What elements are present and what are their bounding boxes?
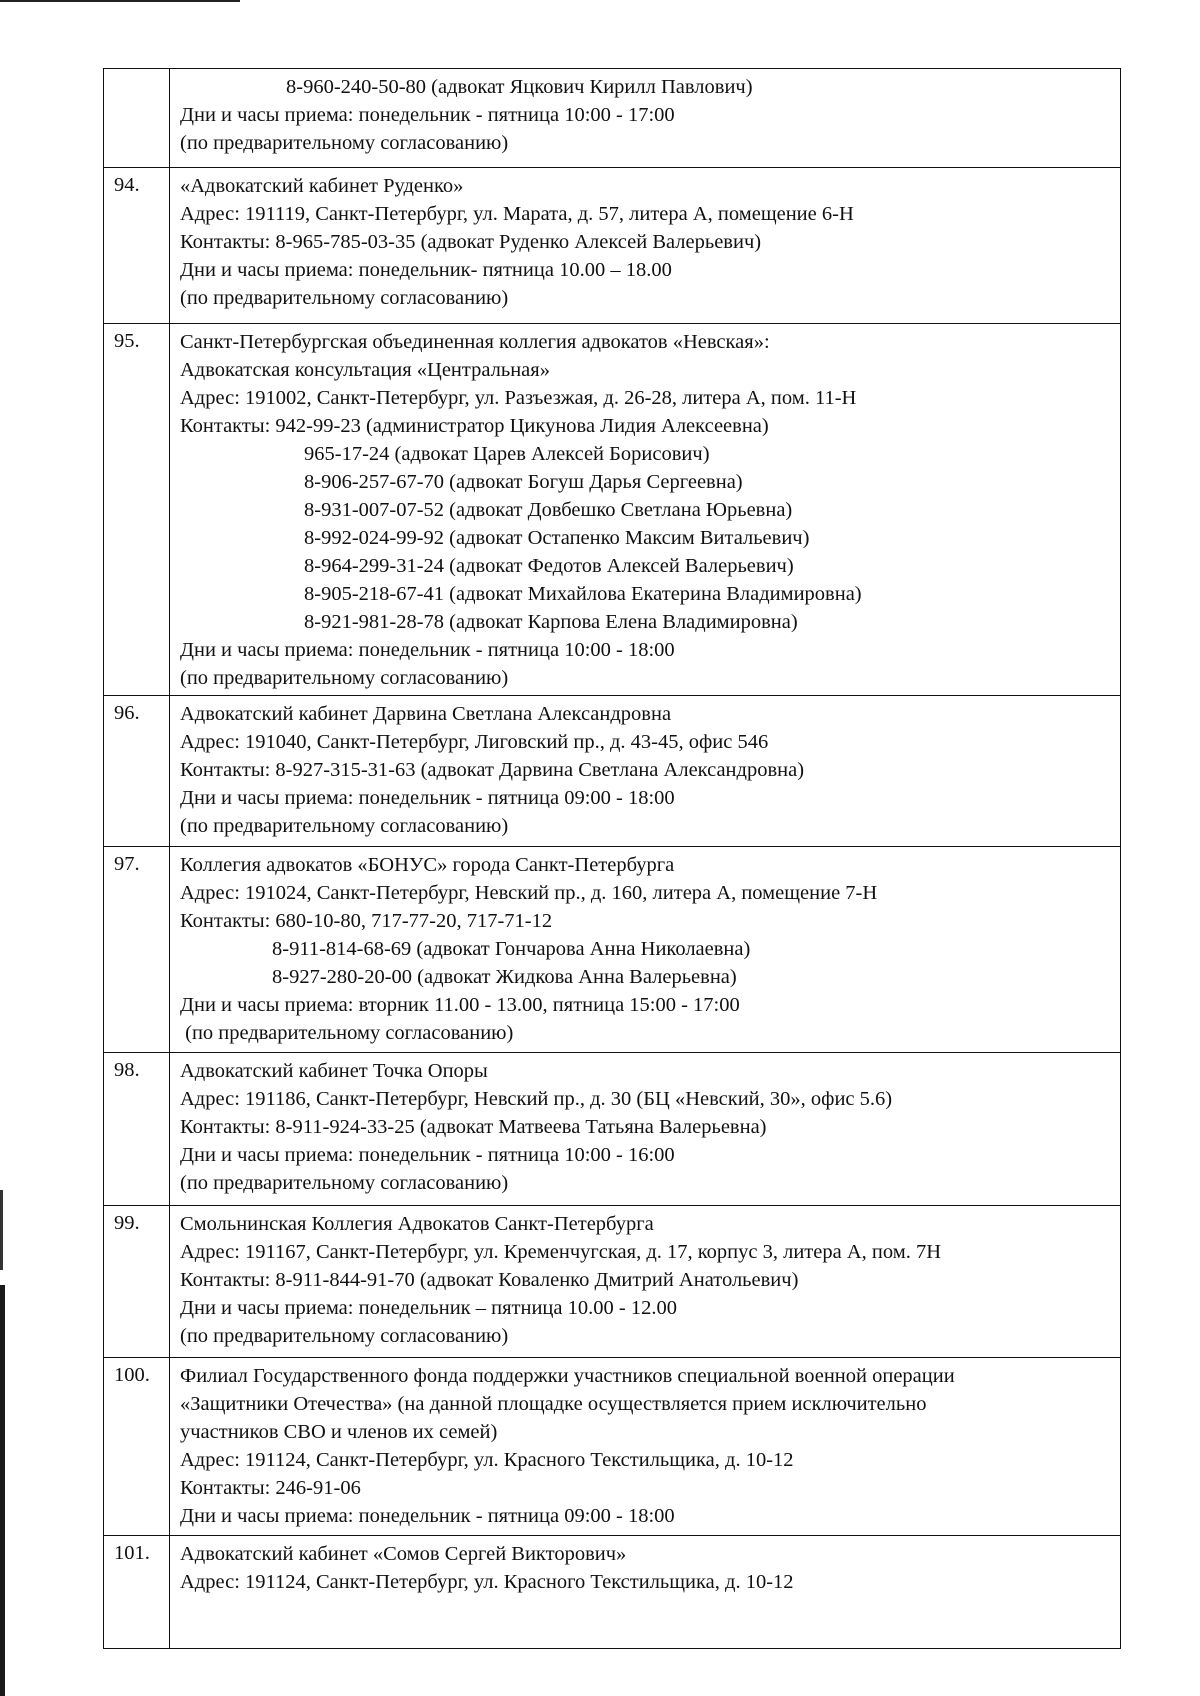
entry-line: 8-964-299-31-24 (адвокат Федотов Алексей Валерьевич) (304, 555, 794, 577)
row-content (170, 1536, 1120, 1648)
entry-line: Адрес: 191124, Санкт-Петербург, ул. Красного Текстильщика, д. 10-12 (180, 1571, 794, 1593)
entry-line: Дни и часы приема: понедельник - пятница 10:00 - 16:00 (180, 1144, 675, 1166)
entry-line: Коллегия адвокатов «БОНУС» города Санкт-Петербурга (180, 854, 675, 876)
table-row (103, 1206, 1121, 1358)
entry-line: Дни и часы приема: понедельник – пятница 10.00 - 12.00 (180, 1297, 677, 1319)
row-number (104, 69, 170, 167)
table-row (103, 1358, 1121, 1536)
table-row (103, 847, 1121, 1053)
entry-line: Дни и часы приема: понедельник - пятница 10:00 - 18:00 (180, 639, 675, 661)
entry-line: (по предварительному согласованию) (180, 1172, 509, 1194)
entry-line: Контакты: 680-10-80, 717-77-20, 717-71-12 (180, 910, 553, 932)
entry-line: (по предварительному согласованию) (180, 1325, 509, 1347)
table-row (103, 1536, 1121, 1649)
entry-line: (по предварительному согласованию) (180, 815, 509, 837)
row-number: 99. (104, 1206, 170, 1357)
entry-line: участников СВО и членов их семей) (180, 1421, 498, 1443)
table-row (103, 168, 1121, 324)
entry-line: Адвокатская консультация «Центральная» (180, 359, 550, 381)
scan-edge-bar (0, 1285, 5, 1696)
entry-line: (по предварительному согласованию) (180, 667, 509, 689)
entry-line: Санкт-Петербургская объединенная коллегия адвокатов «Невская»: (180, 331, 770, 353)
entry-line: Адрес: 191024, Санкт-Петербург, Невский пр., д. 160, литера А, помещение 7-Н (180, 882, 878, 904)
entry-line: Адрес: 191124, Санкт-Петербург, ул. Красного Текстильщика, д. 10-12 (180, 1449, 794, 1471)
row-content (170, 696, 1120, 846)
scan-edge-mark (0, 1190, 3, 1270)
entry-line: 965-17-24 (адвокат Царев Алексей Борисович) (304, 443, 710, 465)
row-content (170, 1206, 1120, 1357)
row-number: 94. (104, 168, 170, 323)
entry-line: (по предварительному согласованию) (180, 132, 509, 154)
entry-line: (по предварительному согласованию) (180, 1022, 514, 1044)
contacts-table (103, 68, 1121, 1649)
row-number: 96. (104, 696, 170, 846)
entry-line: Адрес: 191040, Санкт-Петербург, Лиговский пр., д. 43-45, офис 546 (180, 731, 769, 753)
entry-line: Дни и часы приема: понедельник - пятница 09:00 - 18:00 (180, 787, 675, 809)
entry-line: Адрес: 191119, Санкт-Петербург, ул. Марата, д. 57, литера А, помещение 6-Н (180, 203, 854, 225)
entry-line: Филиал Государственного фонда поддержки участников специальной военной операции (180, 1365, 955, 1387)
entry-line: «Адвокатский кабинет Руденко» (180, 175, 464, 197)
entry-line: 8-906-257-67-70 (адвокат Богуш Дарья Сергеевна) (304, 471, 743, 493)
entry-line: 8-911-814-68-69 (адвокат Гончарова Анна Николаевна) (272, 938, 751, 960)
entry-line: Контакты: 246-91-06 (180, 1477, 361, 1499)
entry-line: 8-905-218-67-41 (адвокат Михайлова Екатерина Владимировна) (304, 583, 862, 605)
row-content (170, 324, 1120, 695)
entry-line: Дни и часы приема: понедельник- пятница 10.00 – 18.00 (180, 259, 672, 281)
entry-line: Дни и часы приема: понедельник - пятница 10:00 - 17:00 (180, 104, 675, 126)
row-content (170, 1358, 1120, 1535)
entry-line: 8-992-024-99-92 (адвокат Остапенко Максим Витальевич) (304, 527, 810, 549)
row-number: 101. (104, 1536, 170, 1648)
entry-line: Контакты: 8-965-785-03-35 (адвокат Руденко Алексей Валерьевич) (180, 231, 762, 253)
entry-line: Контакты: 8-911-924-33-25 (адвокат Матвеева Татьяна Валерьевна) (180, 1116, 767, 1138)
table-row (103, 68, 1121, 168)
row-content (170, 847, 1120, 1052)
entry-line: 8-931-007-07-52 (адвокат Довбешко Светлана Юрьевна) (304, 499, 793, 521)
row-number: 98. (104, 1053, 170, 1205)
row-content (170, 168, 1120, 323)
table-row (103, 696, 1121, 847)
entry-line: Дни и часы приема: понедельник - пятница 09:00 - 18:00 (180, 1505, 675, 1527)
table-row (103, 324, 1121, 696)
entry-line: Контакты: 942-99-23 (администратор Цикунова Лидия Алексеевна) (180, 415, 769, 437)
row-content (170, 69, 1120, 167)
row-number: 97. (104, 847, 170, 1052)
row-content (170, 1053, 1120, 1205)
table-row (103, 1053, 1121, 1206)
top-edge-rule (0, 0, 240, 2)
entry-line: 8-960-240-50-80 (адвокат Яцкович Кирилл Павлович) (286, 76, 753, 98)
entry-line: Адвокатский кабинет «Сомов Сергей Викторович» (180, 1543, 627, 1565)
entry-line: Контакты: 8-911-844-91-70 (адвокат Коваленко Дмитрий Анатольевич) (180, 1269, 799, 1291)
entry-line: (по предварительному согласованию) (180, 287, 509, 309)
entry-line: Дни и часы приема: вторник 11.00 - 13.00, пятница 15:00 - 17:00 (180, 994, 740, 1016)
entry-line: «Защитники Отечества» (на данной площадке осуществляется прием исключительно (180, 1393, 927, 1415)
row-number: 100. (104, 1358, 170, 1535)
entry-line: Адвокатский кабинет Дарвина Светлана Александровна (180, 703, 672, 725)
row-number: 95. (104, 324, 170, 695)
entry-line: Адрес: 191002, Санкт-Петербург, ул. Разъезжая, д. 26-28, литера А, пом. 11-Н (180, 387, 857, 409)
entry-line: 8-921-981-28-78 (адвокат Карпова Елена Владимировна) (304, 611, 798, 633)
entry-line: 8-927-280-20-00 (адвокат Жидкова Анна Валерьевна) (272, 966, 737, 988)
entry-line: Адрес: 191186, Санкт-Петербург, Невский пр., д. 30 (БЦ «Невский, 30», офис 5.6) (180, 1088, 893, 1110)
entry-line: Адвокатский кабинет Точка Опоры (180, 1060, 488, 1082)
entry-line: Адрес: 191167, Санкт-Петербург, ул. Кременчугская, д. 17, корпус 3, литера А, пом. 7Н (180, 1241, 942, 1263)
entry-line: Контакты: 8-927-315-31-63 (адвокат Дарвина Светлана Александровна) (180, 759, 805, 781)
entry-line: Смольнинская Коллегия Адвокатов Санкт-Петербурга (180, 1213, 654, 1235)
